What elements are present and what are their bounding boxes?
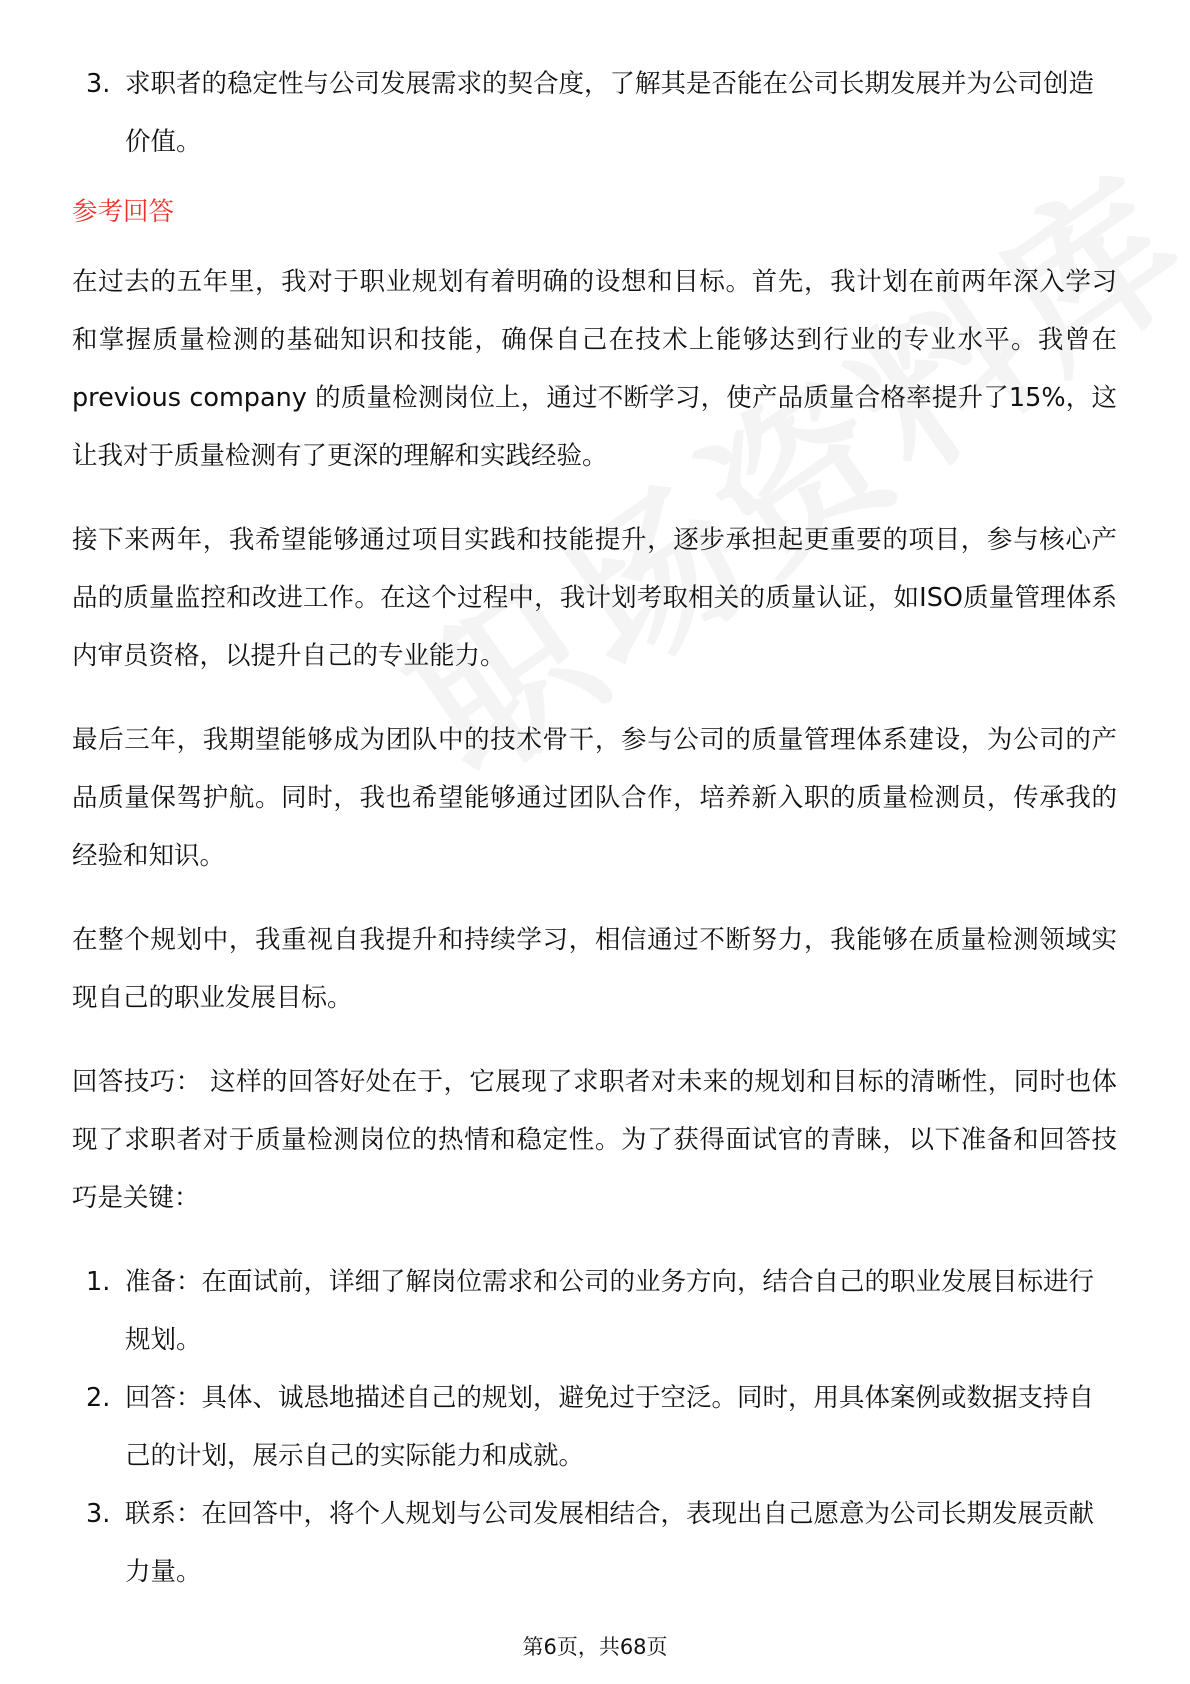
list-item-text: 回答：具体、诚恳地描述自己的规划，避免过于空泛。同时，用具体案例或数据支持自己的计划，展示自己的实际能力和成就。 [125,1383,1095,1471]
tips-list [72,1253,1117,1601]
page-number-footer: 第6页，共68页 [522,1635,668,1659]
list-item [72,1253,1117,1369]
answer-paragraph: 在整个规划中，我重视自我提升和持续学习，相信通过不断努力，我能够在质量检测领域实现自己的职业发展目标。 [72,925,1117,1013]
list-item [72,1369,1117,1485]
list-item-text: 联系：在回答中，将个人规划与公司发展相结合，表现出自己愿意为公司长期发展贡献力量。 [125,1499,1095,1587]
list-item-text: 准备：在面试前，详细了解岗位需求和公司的业务方向，结合自己的职业发展目标进行规划。 [125,1267,1095,1355]
section-heading: 参考回答 [72,197,175,227]
list-item-number: 3. [86,69,111,99]
answer-paragraph: 在过去的五年里，我对于职业规划有着明确的设想和目标。首先，我计划在前两年深入学习和掌握质量检测的基础知识和技能，确保自己在技术上能够达到行业的专业水平。我曾在 previous company 的质量检测岗位上，通过不断学习，使产品质量合格率提升了15%，这让我对于质量检测有了更深的理解和实践经验。 [72,267,1117,471]
list-item-number: 2. [86,1383,111,1413]
list-item-number: 1. [86,1267,111,1297]
tips-intro-paragraph: 回答技巧： 这样的回答好处在于，它展现了求职者对未来的规划和目标的清晰性，同时也体现了求职者对于质量检测岗位的热情和稳定性。为了获得面试官的青睐，以下准备和回答技巧是关键： [72,1067,1117,1213]
list-item [72,55,1117,171]
page-content [72,55,1117,1601]
list-item-number: 3. [86,1499,111,1529]
criteria-list [72,55,1117,171]
list-item [72,1485,1117,1601]
answer-paragraph: 接下来两年，我希望能够通过项目实践和技能提升，逐步承担起更重要的项目，参与核心产品的质量监控和改进工作。在这个过程中，我计划考取相关的质量认证，如ISO质量管理体系内审员资格，以提升自己的专业能力。 [72,525,1117,671]
answer-paragraph: 最后三年，我期望能够成为团队中的技术骨干，参与公司的质量管理体系建设，为公司的产品质量保驾护航。同时，我也希望能够通过团队合作，培养新入职的质量检测员，传承我的经验和知识。 [72,725,1117,871]
list-item-text: 求职者的稳定性与公司发展需求的契合度，了解其是否能在公司长期发展并为公司创造价值。 [125,69,1095,157]
